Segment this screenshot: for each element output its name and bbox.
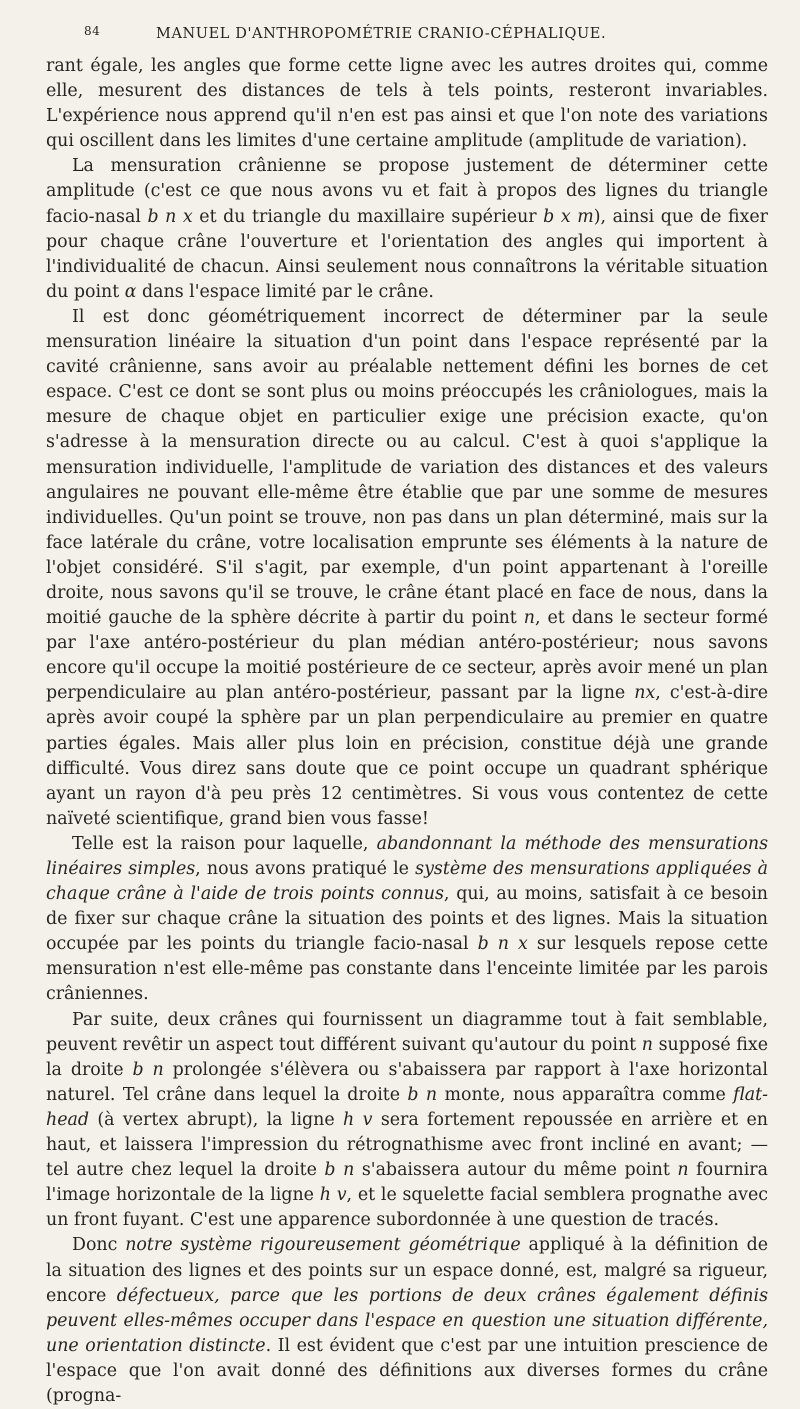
italic-text: b n x — [477, 934, 528, 955]
text-run: La mensuration crânienne se propose justement de déterminer cette amplitude (c'est ce que nous avons vu et fait à propos des lignes du triangle facio-nasal — [46, 156, 768, 227]
text-run: . Il est évident que c'est par une intuition prescience de l'espace que l'on avait donné des définitions aux diverses formes du crâne (progna- — [46, 1335, 768, 1406]
text-run: prolongée s'élèvera ou s'abaissera par rapport à l'axe horizontal naturel. Tel crâne dans lequel la droite — [46, 1059, 768, 1105]
italic-text: n — [523, 608, 535, 629]
text-run: s'abaissera autour du même point — [354, 1160, 678, 1181]
paragraph-2 — [46, 154, 768, 305]
text-run: dans l'espace limité par le crâne. — [136, 281, 434, 302]
italic-text: notre système rigoureusement géométrique — [125, 1235, 521, 1256]
paragraph-1 — [46, 54, 768, 154]
italic-text: h v — [319, 1185, 347, 1206]
text-run: , et le squelette facial semblera prognathe avec un front fuyant. C'est une apparence subordonnée à une question de tracés. — [46, 1185, 768, 1231]
italic-text: n — [677, 1160, 689, 1181]
italic-text: b n — [407, 1084, 438, 1105]
italic-text: b n — [324, 1160, 355, 1181]
text-run: monte, nous apparaîtra comme — [437, 1084, 734, 1105]
paragraph-5 — [46, 1008, 768, 1234]
paragraph-3 — [46, 305, 768, 832]
text-run: Telle est la raison pour laquelle, — [72, 833, 377, 854]
italic-text: flat-head — [46, 1084, 768, 1130]
italic-text: défectueux, parce que les portions de deux crânes également définis peuvent elles-mêmes occuper dans l'espace en question une situation différente, une orientation distincte — [46, 1285, 768, 1356]
text-run: , qui, au moins, satisfait à ce besoin de fixer sur chaque crâne la situation des points et des lignes. Mais la situation occupée par les points du triangle facio-nasal — [46, 884, 768, 955]
italic-text: système des mensurations appliquées à chaque crâne à l'aide de trois points connus — [46, 859, 768, 905]
text-run: et du triangle du maxillaire supérieur — [192, 206, 544, 227]
text-run: , c'est-à-dire après avoir coupé la sphère par un plan perpendiculaire au premier en quatre parties égales. Mais aller plus loin en précision, constitue déjà une grande difficulté. Vous direz sans doute que ce point occupe un quadrant sphérique ayant un rayon d'à peu près 12 centimètres. Si vous vous contentez de cette naïveté scientifique, grand bien vous fasse! — [46, 683, 768, 829]
body-text — [46, 54, 768, 1409]
page-number: 84 — [84, 24, 101, 38]
italic-text: n — [641, 1034, 653, 1055]
page-header — [46, 14, 768, 48]
text-run: (à vertex abrupt), la ligne — [89, 1109, 344, 1130]
text-run: sera fortement repoussée en arrière et en haut, et laissera l'impression du rétrognathisme avec front incliné en avant; — tel autre chez lequel la droite — [46, 1109, 768, 1181]
text-run: , et dans le secteur formé par l'axe antéro-postérieur du plan médian antéro-postérieur; nous savons encore qu'il occupe la moitié postérieure de ce secteur, après avoir mené un plan perpendiculaire au plan antéro-postérieur, passant par la ligne — [46, 608, 769, 704]
text-run: , nous avons pratiqué le — [195, 859, 416, 879]
paragraph-4 — [46, 832, 768, 1008]
italic-text: b x m — [543, 206, 594, 227]
text-run: Donc — [72, 1235, 126, 1256]
text-run: ), ainsi que de fixer pour chaque crâne l'ouverture et l'orientation des angles qui importent à l'individualité de chacun. Ainsi seulement nous connaîtrons la véritable situation du point — [46, 206, 768, 302]
italic-text: abandonnant la méthode des mensurations linéaires simples — [46, 833, 768, 879]
text-run: Par suite, deux crânes qui fournissent un diagramme tout à fait semblable, peuvent revêtir un aspect tout différent suivant qu'autour du point — [46, 1009, 768, 1055]
italic-text: α — [124, 281, 137, 302]
text-run: rant égale, les angles que forme cette ligne avec les autres droites qui, comme elle, mesurent des distances de tels à tels points, resteront invariables. L'expérience nous apprend qu'il n'en est pas ainsi et que l'on note des variations qui oscillent dans les limites d'une certaine amplitude (amplitude de variation). — [46, 56, 768, 152]
paragraph-6 — [46, 1233, 768, 1409]
text-run: supposé fixe la droite — [46, 1034, 768, 1080]
italic-text: b n x — [147, 206, 193, 227]
italic-text: nx — [634, 683, 656, 704]
text-run: sur lesquels repose cette mensuration n'est elle-même pas constante dans l'enceinte limitée par les parois crâniennes. — [46, 934, 768, 1005]
running-title: MANUEL D'ANTHROPOMÉTRIE CRANIO-CÉPHALIQUE. — [156, 26, 607, 42]
text-run: fournira l'image horizontale de la ligne — [46, 1160, 768, 1206]
italic-text: h v — [343, 1109, 373, 1130]
text-run: Il est donc géométriquement incorrect de déterminer par la seule mensuration linéaire la situation d'un point dans l'espace représenté par la cavité crânienne, sans avoir au préalable nettement défini les bornes de cet espace. C'est ce dont se sont plus ou moins préoccupés les crâniologues, mais la mesure de chaque objet en particulier exige une précision exacte, qu'on s'adresse à la mensuration directe ou au calcul. C'est à quoi s'applique la mensuration individuelle, l'amplitude de variation des distances et des valeurs angulaires ne pouvant elle-même être établie que par une somme de mesures individuelles. Qu'un point se trouve, non pas dans un plan déterminé, mais sur la face latérale du crâne, votre localisation emprunte ses éléments à la nature de l'objet considéré. S'il s'agit, par exemple, d'un point appartenant à l'oreille droite, nous savons qu'il se trouve, le crâne étant placé en face de nous, dans la moitié gauche de la sphère décrite à partir du point — [46, 306, 768, 629]
text-run: appliqué à la définition de la situation des lignes et des points sur un espace donné, est, malgré sa rigueur, encore — [46, 1235, 768, 1306]
italic-text: b n — [132, 1059, 164, 1080]
